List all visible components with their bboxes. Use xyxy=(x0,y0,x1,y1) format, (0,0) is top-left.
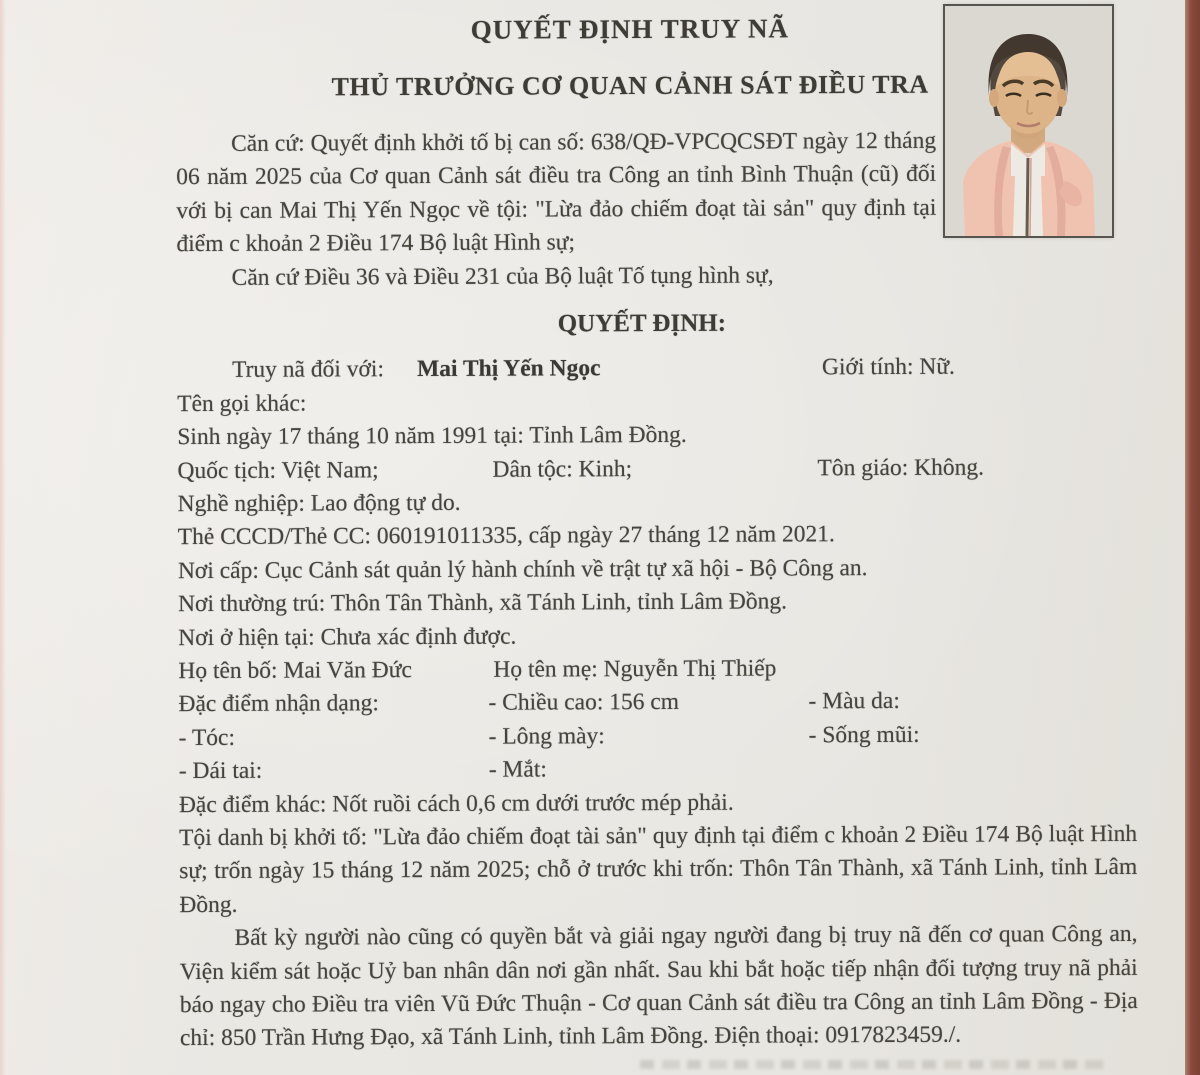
row-daitai-mat xyxy=(179,751,1137,789)
document-title: QUYẾT ĐỊNH TRUY NÃ xyxy=(470,13,790,45)
row-noi-o-hien-tai xyxy=(178,617,1136,655)
field-gioi-tinh: Giới tính: Nữ. xyxy=(821,354,955,381)
illegible-faint-text xyxy=(640,1060,1110,1069)
field-noi-cap: Nơi cấp: Cục Cảnh sát quản lý hành chính về trật tự xã hội - Bộ Công an. xyxy=(177,554,868,584)
field-nghe-nghiep: Nghề nghiệp: Lao động tự do. xyxy=(177,489,461,518)
paragraph-can-cu-2: Căn cứ Điều 36 và Điều 231 của Bộ luật Tố tụng hình sự, xyxy=(231,262,774,291)
field-dan-toc: Dân tộc: Kinh; xyxy=(492,455,633,483)
field-wanted-person-name: Mai Thị Yến Ngọc xyxy=(416,355,601,383)
field-dac-diem-nhan-dang: Đặc điểm nhận dạng: xyxy=(178,690,379,718)
row-dac-diem-nhan-dang xyxy=(178,684,1136,722)
field-the-cccd: Thẻ CCCD/Thẻ CC: 060191011335, cấp ngày 27 tháng 12 năm 2021. xyxy=(177,521,835,551)
field-ton-giao: Tôn giáo: Không. xyxy=(817,454,984,481)
field-ho-ten-me: Họ tên mẹ: Nguyễn Thị Thiếp xyxy=(493,655,777,683)
field-long-may: - Lông mày: xyxy=(488,722,605,750)
row-toc-longmay-songmui xyxy=(179,718,1137,756)
paragraph-toi-danh: Tội danh bị khởi tố: "Lừa đảo chiếm đoạt tài sản" quy định tại điểm c khoản 2 Điều 174 Bộ luật Hình sự; trốn ngày 15 tháng 12 năm 2025; chỗ ở trước khi trốn: Thôn Tân Thành, xã Tánh Linh, tỉnh Lâm Đồng. xyxy=(179,820,1138,918)
scan-left-edge-tint xyxy=(0,0,6,1075)
section-heading: QUYẾT ĐỊNH: xyxy=(557,309,727,338)
row-sinh-ngay xyxy=(177,417,1135,455)
field-ten-goi-khac: Tên gọi khác: xyxy=(177,390,307,417)
field-sinh-ngay: Sinh ngày 17 tháng 10 năm 1991 tại: Tỉnh Lâm Đồng. xyxy=(177,422,687,451)
field-quoc-tich: Quốc tịch: Việt Nam; xyxy=(177,456,379,484)
row-the-cccd xyxy=(178,517,1136,555)
row-dac-diem-khac xyxy=(179,784,1137,822)
field-noi-thuong-tru: Nơi thường trú: Thôn Tân Thành, xã Tánh Linh, tỉnh Lâm Đồng. xyxy=(178,588,788,618)
field-truy-na-label: Truy nã đối với: xyxy=(231,356,385,384)
field-mat: - Mắt: xyxy=(488,756,547,783)
field-ho-ten-bo: Họ tên bố: Mai Văn Đức xyxy=(178,657,412,685)
row-noi-cap xyxy=(178,551,1136,589)
field-song-mui: - Sống mũi: xyxy=(808,721,920,749)
paragraph-can-cu-1: Căn cứ: Quyết định khởi tố bị can số: 638/QĐ-VPCQCSĐT ngày 12 tháng 06 năm 2025 của Cơ quan Cảnh sát điều tra Công an tỉnh Bình Thuận (cũ) đối với bị can Mai Thị Yến Ngọc về tội: "Lừa đảo chiếm đoạt tài sản" quy định tại điểm c khoản 2 Điều 174 Bộ luật Hình sự; xyxy=(176,127,937,258)
paragraph-bat-ky: Bất kỳ người nào cũng có quyền bắt và giải ngay người đang bị truy nã đến cơ quan Công an, Viện kiểm sát hoặc Uỷ ban nhân dân nơi gần nhất. Sau khi bắt hoặc tiếp nhận đối tượng truy nã phải báo ngay cho Điều tra viên Vũ Đức Thuận - Cơ quan Cảnh sát điều tra Công an tỉnh Lâm Đồng - Địa chỉ: 850 Trần Hưng Đạo, xã Tánh Linh, tỉnh Lâm Đồng. Điện thoại: 0917823459./. xyxy=(179,921,1138,1052)
document-subtitle: THỦ TRƯỞNG CƠ QUAN CẢNH SÁT ĐIỀU TRA xyxy=(331,69,929,102)
field-dai-tai: - Dái tai: xyxy=(178,757,263,785)
row-truy-na xyxy=(177,350,1135,388)
row-ho-ten-cha-me xyxy=(178,651,1136,689)
field-noi-o-hien-tai: Nơi ở hiện tại: Chưa xác định được. xyxy=(178,623,517,651)
row-ten-goi-khac xyxy=(177,384,1135,422)
document-body xyxy=(176,124,1138,1056)
field-toc: - Tóc: xyxy=(178,724,236,751)
scan-right-edge-stripe xyxy=(1185,0,1200,1075)
row-nghe-nghiep xyxy=(178,484,1136,522)
row-noi-thuong-tru xyxy=(178,584,1136,622)
field-dac-diem-khac: Đặc điểm khác: Nốt ruồi cách 0,6 cm dưới trước mép phải. xyxy=(178,789,734,818)
field-mau-da: - Màu da: xyxy=(808,688,900,715)
row-quoc-tich xyxy=(177,451,1135,489)
field-chieu-cao: - Chiều cao: 156 cm xyxy=(488,689,680,717)
